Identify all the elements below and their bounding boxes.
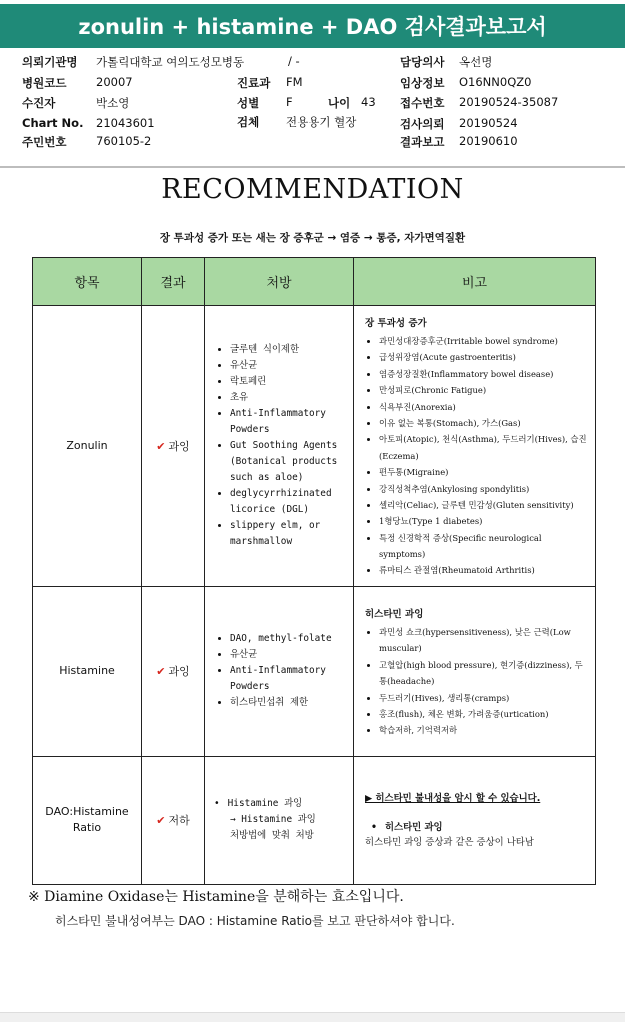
- recommendation-table: [32, 257, 596, 885]
- row-note: [354, 306, 596, 587]
- list-item: • slippery elm, or marshmallow: [230, 518, 346, 550]
- list-item: • 셀리악(Celiac), 글루텐 민감성(Gluten sensitivity): [379, 497, 588, 513]
- row-name: Zonulin: [33, 306, 142, 587]
- note-title: 히스타민 과잉: [365, 608, 424, 620]
- list-item: • 만성피로(Chronic Fatigue): [379, 382, 588, 398]
- specimen-label: 검체: [237, 115, 260, 129]
- list-item: • 염증성장질환(Inflammatory bowel disease): [379, 366, 588, 382]
- report-title: zonulin + histamine + DAO 검사결과보고서: [78, 15, 547, 39]
- note-block: [355, 791, 594, 850]
- report-value: 20190610: [459, 134, 518, 148]
- rx-line2: → Histamine 과잉: [230, 814, 316, 826]
- header-result: 결과: [142, 258, 205, 306]
- dept-value: FM: [286, 75, 303, 89]
- result-value: 과잉: [168, 665, 190, 679]
- institution-value: 가톨릭대학교 여의도성모병동: [96, 55, 245, 69]
- list-item: • 특정 신경학적 증상(Specific neurological symptoms): [379, 530, 588, 563]
- check-icon: ✔: [156, 439, 166, 453]
- rx-line1: • Histamine 과잉: [214, 796, 352, 812]
- table-row: [33, 756, 596, 884]
- list-item: • DAO, methyl-folate: [230, 631, 346, 647]
- list-item: • 히스타민섭취 제한: [230, 695, 346, 711]
- list-item: • 글루텐 식이제한: [230, 342, 346, 358]
- note-list: [355, 624, 594, 745]
- patient-value: 박소영: [96, 96, 130, 110]
- row-prescription: [205, 306, 354, 587]
- list-item: • 1형당뇨(Type 1 diabetes): [379, 513, 588, 529]
- list-item: • 과민성대장증후군(Irritable bowel syndrome): [379, 333, 588, 349]
- list-item: • 홍조(flush), 체온 변화, 가려움증(urtication): [379, 706, 588, 722]
- check-icon: ✔: [156, 665, 166, 679]
- dept-label: 진료과: [237, 76, 271, 90]
- row-prescription: [205, 756, 354, 884]
- note-title: 장 투과성 증가: [365, 318, 427, 329]
- row-note: [354, 586, 596, 756]
- institution-slash: / -: [288, 54, 300, 68]
- hospital-code-label: 병원코드: [22, 76, 67, 90]
- clinical-label: 임상정보: [400, 76, 445, 90]
- rrn-label: 주민번호: [22, 135, 67, 149]
- list-item: • 두드러기(Hives), 생리통(cramps): [379, 690, 588, 706]
- report-title-banner: [0, 4, 625, 48]
- header-note: 비고: [354, 258, 596, 306]
- list-item: • 고혈압(high blood pressure), 현기증(dizziness), 두통(headache): [379, 657, 588, 690]
- note-text: 히스타민 과잉 증상과 같은 증상이 나타남: [365, 836, 534, 848]
- list-item: • 학습저하, 기억력저하: [379, 722, 588, 738]
- row-name-line2: Ratio: [72, 821, 102, 835]
- patient-label: 수진자: [22, 96, 56, 110]
- doctor-label: 담당의사: [400, 55, 445, 69]
- header-prescription: 처방: [205, 258, 354, 306]
- list-item: • Anti-Inflammatory Powders: [230, 406, 346, 438]
- list-item: • 편두통(Migraine): [379, 464, 588, 480]
- prescription-list: [206, 342, 352, 550]
- request-label: 검사의뢰: [400, 117, 445, 131]
- list-item: • 류마티스 관절염(Rheumatoid Arthritis): [379, 562, 588, 578]
- note-highlight: ▶ 히스타민 불내성을 암시 할 수 있습니다.: [365, 792, 541, 804]
- clinical-value: O16NN0QZ0: [459, 75, 532, 89]
- check-icon: ✔: [156, 814, 166, 828]
- list-item: • deglycyrrhizinated licorice (DGL): [230, 486, 346, 518]
- institution-label: 의뢰기관명: [22, 55, 78, 69]
- table-row: [33, 586, 596, 756]
- receipt-value: 20190524-35087: [459, 95, 559, 109]
- result-value: 과잉: [168, 439, 190, 453]
- chart-value: 21043601: [96, 116, 155, 130]
- chart-label: Chart No.: [22, 116, 84, 130]
- section-divider: [0, 166, 625, 168]
- row-prescription: [205, 586, 354, 756]
- recommendation-title: RECOMMENDATION: [161, 174, 464, 205]
- list-item: • Gut Soothing Agents (Botanical products such as aloe): [230, 438, 346, 486]
- request-value: 20190524: [459, 116, 518, 130]
- report-label: 결과보고: [400, 135, 445, 149]
- row-result: [142, 306, 205, 587]
- footer-note-2: 히스타민 불내성여부는 DAO : Histamine Ratio를 보고 판단하셔야 합니다.: [55, 914, 455, 928]
- list-item: • 급성위장염(Acute gastroenteritis): [379, 349, 588, 365]
- list-item: • 락토페린: [230, 374, 346, 390]
- list-item: • 초유: [230, 390, 346, 406]
- rrn-value: 760105-2: [96, 134, 152, 148]
- row-note: [354, 756, 596, 884]
- age-value: 43: [361, 95, 376, 109]
- result-value: 저하: [168, 814, 190, 828]
- prescription-text: [206, 796, 352, 844]
- list-item: • 식욕부진(Anorexia): [379, 399, 588, 415]
- receipt-label: 접수번호: [400, 96, 445, 110]
- row-name: [33, 756, 142, 884]
- list-item: • 아토피(Atopic), 천식(Asthma), 두드러기(Hives), 습진(Eczema): [379, 431, 588, 464]
- list-item: • 강직성척추염(Ankylosing spondylitis): [379, 481, 588, 497]
- table-row: [33, 306, 596, 587]
- list-item: • 유산균: [230, 358, 346, 374]
- sex-label: 성별: [237, 96, 260, 110]
- doctor-value: 옥선명: [459, 55, 493, 69]
- note-list: [355, 333, 594, 585]
- row-name: Histamine: [33, 586, 142, 756]
- table-header-row: [33, 258, 596, 306]
- footer-note-1: ※ Diamine Oxidase는 Histamine을 분해하는 효소입니다.: [28, 889, 404, 905]
- specimen-value: 전용용기 혈장: [286, 115, 357, 129]
- list-item: • 유산균: [230, 647, 346, 663]
- prescription-list: [206, 631, 352, 711]
- patient-info-block: [0, 52, 625, 164]
- age-label: 나이: [328, 96, 351, 110]
- row-result: [142, 586, 205, 756]
- list-item: • 이유 없는 복통(Stomach), 가스(Gas): [379, 415, 588, 431]
- row-result: [142, 756, 205, 884]
- list-item: • Anti-Inflammatory Powders: [230, 663, 346, 695]
- list-item: • 과민성 쇼크(hypersensitiveness), 낮은 근력(Low muscular): [379, 624, 588, 657]
- header-item: 항목: [33, 258, 142, 306]
- rx-line3: 처방법에 맞춰 처방: [230, 830, 314, 842]
- recommendation-subtitle: 장 투과성 증가 또는 새는 장 증후군 → 염증 → 통증, 자가면역질환: [159, 232, 466, 244]
- row-name-line1: DAO:Histamine: [45, 804, 129, 818]
- sex-value: F: [286, 95, 293, 109]
- hospital-code-value: 20007: [96, 75, 133, 89]
- note-title: • 히스타민 과잉: [365, 820, 588, 835]
